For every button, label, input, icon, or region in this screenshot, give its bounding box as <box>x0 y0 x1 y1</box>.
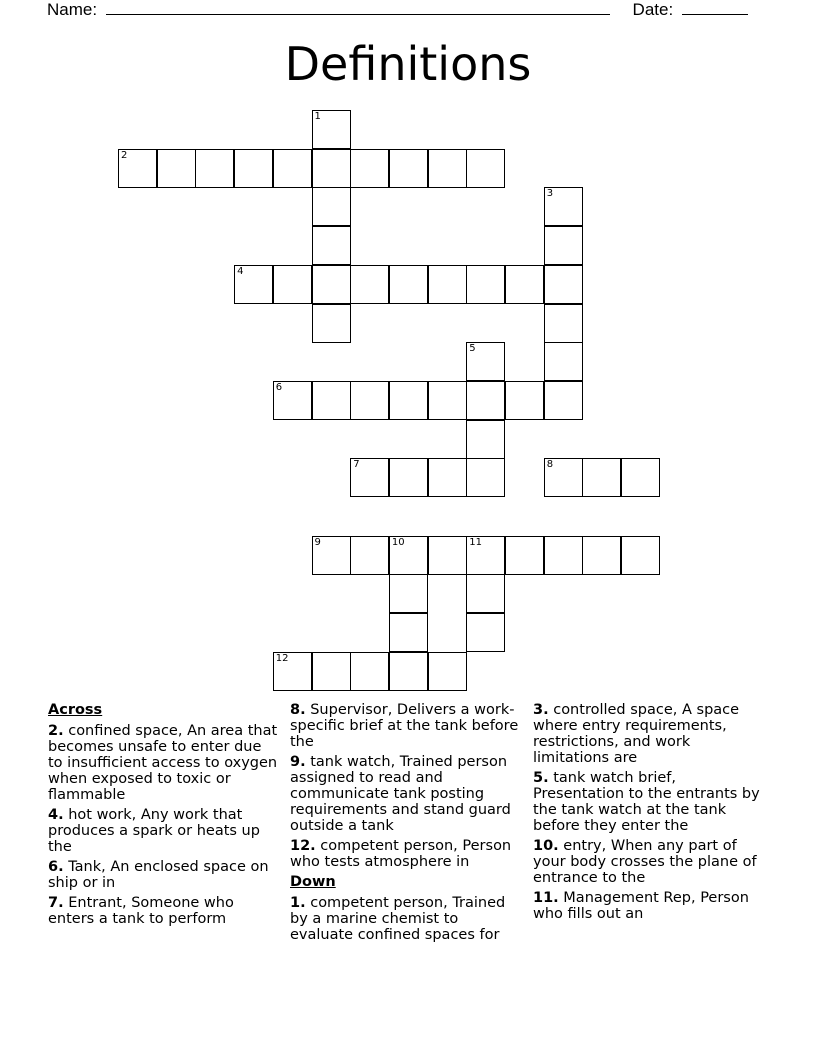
grid-cell[interactable] <box>621 536 660 575</box>
clue-number: 9 <box>314 536 321 548</box>
grid-cell[interactable] <box>466 613 505 652</box>
grid-cell[interactable] <box>350 265 389 304</box>
grid-cell[interactable] <box>389 574 428 613</box>
grid-cell[interactable] <box>505 265 544 304</box>
grid-cell[interactable] <box>466 149 505 188</box>
grid-cell[interactable] <box>505 381 544 420</box>
clue-number: 10 <box>391 536 405 548</box>
grid-cell[interactable] <box>389 265 428 304</box>
clue-down-11: 11. Management Rep, Person who fills out an <box>533 890 749 922</box>
grid-cell[interactable] <box>273 652 312 691</box>
grid-cell[interactable] <box>389 458 428 497</box>
clue-number: 5 <box>469 343 476 355</box>
grid-cell[interactable] <box>389 652 428 691</box>
grid-cell[interactable] <box>312 304 351 343</box>
clue-number: 3 <box>546 188 554 200</box>
grid-cell[interactable] <box>350 149 389 188</box>
grid-cell[interactable] <box>312 265 351 304</box>
grid-cell[interactable] <box>234 149 273 188</box>
grid-cell[interactable] <box>428 458 467 497</box>
grid-cell[interactable] <box>466 381 505 420</box>
clue-number: 2 <box>121 149 128 161</box>
grid-cell[interactable] <box>273 381 312 420</box>
grid-cell[interactable] <box>312 226 351 265</box>
clue-across-8: 8. Supervisor, Delivers a work-specific brief at the tank before the <box>290 702 519 750</box>
grid-cell[interactable] <box>582 458 621 497</box>
grid-cell[interactable] <box>389 613 428 652</box>
clue-number: 8 <box>546 459 554 471</box>
clue-number: 6 <box>275 381 283 393</box>
clue-down-10: 10. entry, When any part of your body crosses the plane of entrance to the <box>533 838 757 886</box>
grid-cell[interactable] <box>312 187 351 226</box>
across-heading: Across <box>48 702 103 718</box>
grid-cell[interactable] <box>273 149 312 188</box>
grid-cell[interactable] <box>544 342 583 381</box>
grid-cell[interactable] <box>389 149 428 188</box>
grid-cell[interactable] <box>466 574 505 613</box>
clue-across-4: 4. hot work, Any work that produces a spark or heats up the <box>48 807 260 855</box>
grid-cell[interactable] <box>389 381 428 420</box>
grid-cell[interactable] <box>428 381 467 420</box>
grid-cell[interactable] <box>350 652 389 691</box>
grid-cell[interactable] <box>544 187 583 226</box>
grid-cell[interactable] <box>428 265 467 304</box>
clue-down-3: 3. controlled space, A space where entry requirements, restrictions, and work limitations are <box>533 702 740 766</box>
date-label: Date: <box>632 0 674 19</box>
grid-cell[interactable] <box>389 536 428 575</box>
grid-cell[interactable] <box>312 536 351 575</box>
grid-cell[interactable] <box>544 381 583 420</box>
grid-cell[interactable] <box>544 226 583 265</box>
grid-cell[interactable] <box>466 536 505 575</box>
page-title: Definitions <box>284 37 532 91</box>
grid-cell[interactable] <box>273 265 312 304</box>
clue-number: 11 <box>469 536 483 548</box>
grid-cell[interactable] <box>466 458 505 497</box>
clue-number: 12 <box>275 652 289 664</box>
clue-number: 1 <box>314 111 321 122</box>
grid-cell[interactable] <box>312 652 351 691</box>
clues-column-1 <box>48 702 280 931</box>
clue-across-6: 6. Tank, An enclosed space on ship or in <box>48 859 269 891</box>
grid-cell[interactable] <box>544 304 583 343</box>
grid-cell[interactable] <box>350 458 389 497</box>
clue-number: 7 <box>353 459 360 471</box>
grid-cell[interactable] <box>621 458 660 497</box>
grid-cell[interactable] <box>544 536 583 575</box>
grid-cell[interactable] <box>350 381 389 420</box>
grid-cell[interactable] <box>505 536 544 575</box>
grid-cell[interactable] <box>312 110 351 149</box>
clues-column-3 <box>533 702 765 926</box>
grid-cell[interactable] <box>234 265 273 304</box>
clue-across-12: 12. competent person, Person who tests atmosphere in <box>290 838 512 870</box>
grid-cell[interactable] <box>544 458 583 497</box>
clue-across-2: 2. confined space, An area that becomes unsafe to enter due to insufficient access to oxygen when exposed to toxic or flammable <box>48 723 278 803</box>
clue-down-5: 5. tank watch brief, Presentation to the entrants by the tank watch at the tank before they enter the <box>533 770 760 834</box>
name-label: Name: <box>47 0 98 19</box>
grid-cell[interactable] <box>466 265 505 304</box>
down-heading: Down <box>290 874 336 890</box>
grid-cell[interactable] <box>195 149 234 188</box>
clue-across-7: 7. Entrant, Someone who enters a tank to perform <box>48 895 234 927</box>
clues-column-2 <box>290 702 522 947</box>
grid-cell[interactable] <box>312 149 351 188</box>
grid-cell[interactable] <box>466 420 505 459</box>
grid-cell[interactable] <box>544 265 583 304</box>
grid-cell[interactable] <box>428 652 467 691</box>
grid-cell[interactable] <box>428 149 467 188</box>
grid-cell[interactable] <box>157 149 196 188</box>
clue-across-9: 9. tank watch, Trained person assigned to read and communicate tank posting requirements and stand guard outside a tank <box>290 754 511 834</box>
clue-down-1: 1. competent person, Trained by a marine chemist to evaluate confined spaces for <box>290 895 506 943</box>
clue-number: 4 <box>237 265 244 277</box>
grid-cell[interactable] <box>350 536 389 575</box>
grid-cell[interactable] <box>312 381 351 420</box>
grid-cell[interactable] <box>118 149 157 188</box>
grid-cell[interactable] <box>428 536 467 575</box>
grid-cell[interactable] <box>466 342 505 381</box>
grid-cell[interactable] <box>582 536 621 575</box>
